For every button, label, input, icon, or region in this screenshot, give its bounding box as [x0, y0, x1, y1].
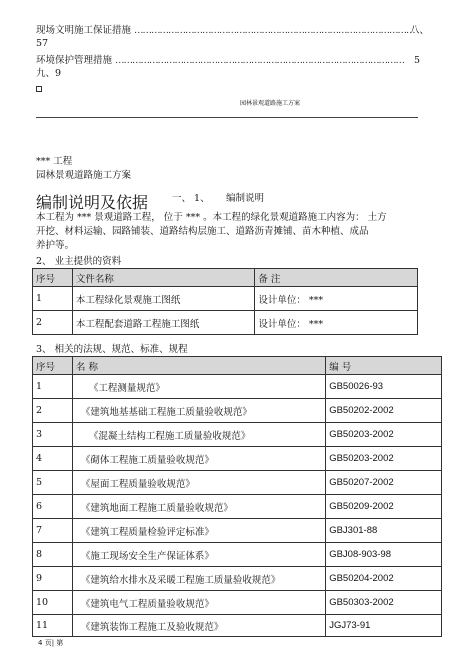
cell: 2: [33, 399, 73, 423]
cell: GB50203-2002: [326, 423, 442, 447]
table-row: [33, 591, 442, 615]
cell: 5: [33, 471, 73, 495]
table-row: [33, 495, 442, 519]
section-2-heading: 2、 业主提供的资料: [36, 256, 122, 267]
column-header: 序号: [33, 357, 73, 375]
cell: GBJ08-903-98: [326, 543, 442, 567]
cell: 《建筑工程质量检验评定标准》: [72, 519, 325, 543]
table-row: [33, 287, 418, 311]
cell: 《建筑地面工程施工质量验收规范》: [72, 495, 325, 519]
table-row: [33, 567, 442, 591]
cell: 《混凝土结构工程施工质量验收规范》: [72, 423, 325, 447]
toc-entry-1[interactable]: [36, 25, 436, 37]
cell: 《工程测量规范》: [72, 375, 325, 399]
cell: GB50207-2002: [326, 471, 442, 495]
cell: 7: [33, 519, 73, 543]
cell: 9: [33, 567, 73, 591]
table-row: [33, 471, 442, 495]
toc-wrap: 九、9: [36, 68, 62, 79]
toc-entry-label: 现场文明施工保证措施: [36, 25, 132, 36]
cell: 《建筑地基基础工程施工质量验收规范》: [72, 399, 325, 423]
table-row: [33, 423, 442, 447]
cell: 3: [33, 423, 73, 447]
header-rule: [36, 117, 418, 118]
section-3-heading: 3、 相关的法规、规范、标准、规程: [36, 344, 188, 355]
toc-entry-2[interactable]: [36, 55, 416, 67]
cell: 《砌体工程施工质量验收规范》: [72, 447, 325, 471]
cell: GB50203-2002: [326, 447, 442, 471]
column-header: 名 称: [72, 357, 325, 375]
cell: 《建筑装饰工程施工及验收规范》: [72, 615, 325, 637]
cell: 10: [33, 591, 73, 615]
cell: 《屋面工程质量验收规范》: [72, 471, 325, 495]
doc-title: 园林景观道路施工方案: [36, 170, 132, 181]
page-label: 页|: [44, 639, 55, 647]
table-row: [33, 519, 442, 543]
cell: 1: [33, 375, 73, 399]
sub-heading-label: 编制说明: [226, 193, 265, 204]
page-label: 第: [56, 639, 64, 647]
toc-entry-label: 环境保护管理措施: [36, 55, 113, 66]
toc-dots: …………………………………………………………………………………………: [115, 55, 405, 66]
table-header-row: [33, 357, 442, 375]
section-heading: 编制说明及依据: [36, 193, 149, 212]
toc-wrap: 57: [36, 38, 49, 49]
cell: 1: [33, 287, 73, 311]
cell: 2: [33, 311, 73, 335]
table-header-row: [33, 269, 418, 287]
table-row: [33, 615, 442, 637]
cell: 本工程绿化景观施工图纸: [72, 287, 254, 311]
intro-paragraph: [36, 211, 436, 253]
cell: JGJ73-91: [326, 615, 442, 637]
materials-table: [32, 268, 418, 335]
cell: GB50303-2002: [326, 591, 442, 615]
intro-line: 本工程为 *** 景观道路工程， 位于 *** 。本工程的绿化景观道路施工内容为： 土方: [36, 212, 387, 223]
cell: 8: [33, 543, 73, 567]
toc-dots: ………………………………………………………………………………………: [134, 25, 415, 36]
intro-line: 养护等。: [36, 240, 75, 251]
table-row: [33, 447, 442, 471]
project-name: *** 工程: [36, 156, 73, 167]
cell: GBJ301-88: [326, 519, 442, 543]
column-header: 备 注: [255, 269, 418, 287]
cell: 《施工现场安全生产保证体系》: [72, 543, 325, 567]
cell: 设计单位： ***: [255, 311, 418, 335]
cell: GB50026-93: [326, 375, 442, 399]
page-footer: [38, 638, 63, 648]
marker-icon: [36, 86, 42, 92]
table-row: [33, 543, 442, 567]
cell: 本工程配套道路工程施工图纸: [72, 311, 254, 335]
cell: GB50204-2002: [326, 567, 442, 591]
toc-page-tail: 5: [414, 55, 421, 66]
cell: GB50202-2002: [326, 399, 442, 423]
table-row: [33, 311, 418, 335]
cell: 4: [33, 447, 73, 471]
table-row: [33, 375, 442, 399]
intro-line: 开挖、材料运输、园路铺装、道路结构层施工、道路沥青摊铺、苗木种植、成品: [36, 226, 369, 237]
column-header: 序号: [33, 269, 73, 287]
running-header-title: 园林景观道路施工方案: [240, 100, 301, 107]
cell: 《建筑给水排水及采暖工程施工质量验收规范》: [72, 567, 325, 591]
cell: 《建筑电气工程质量验收规范》: [72, 591, 325, 615]
standards-table: [32, 356, 442, 637]
page-number: 4: [38, 639, 43, 647]
cell: GB50209-2002: [326, 495, 442, 519]
column-header: 文件名称: [72, 269, 254, 287]
toc-page-tail: 八、: [410, 25, 430, 36]
cell: 6: [33, 495, 73, 519]
column-header: 编 号: [326, 357, 442, 375]
cell: 11: [33, 615, 73, 637]
table-row: [33, 399, 442, 423]
sub-heading-number: 一、 1、: [172, 193, 210, 204]
cell: 设计单位： ***: [255, 287, 418, 311]
